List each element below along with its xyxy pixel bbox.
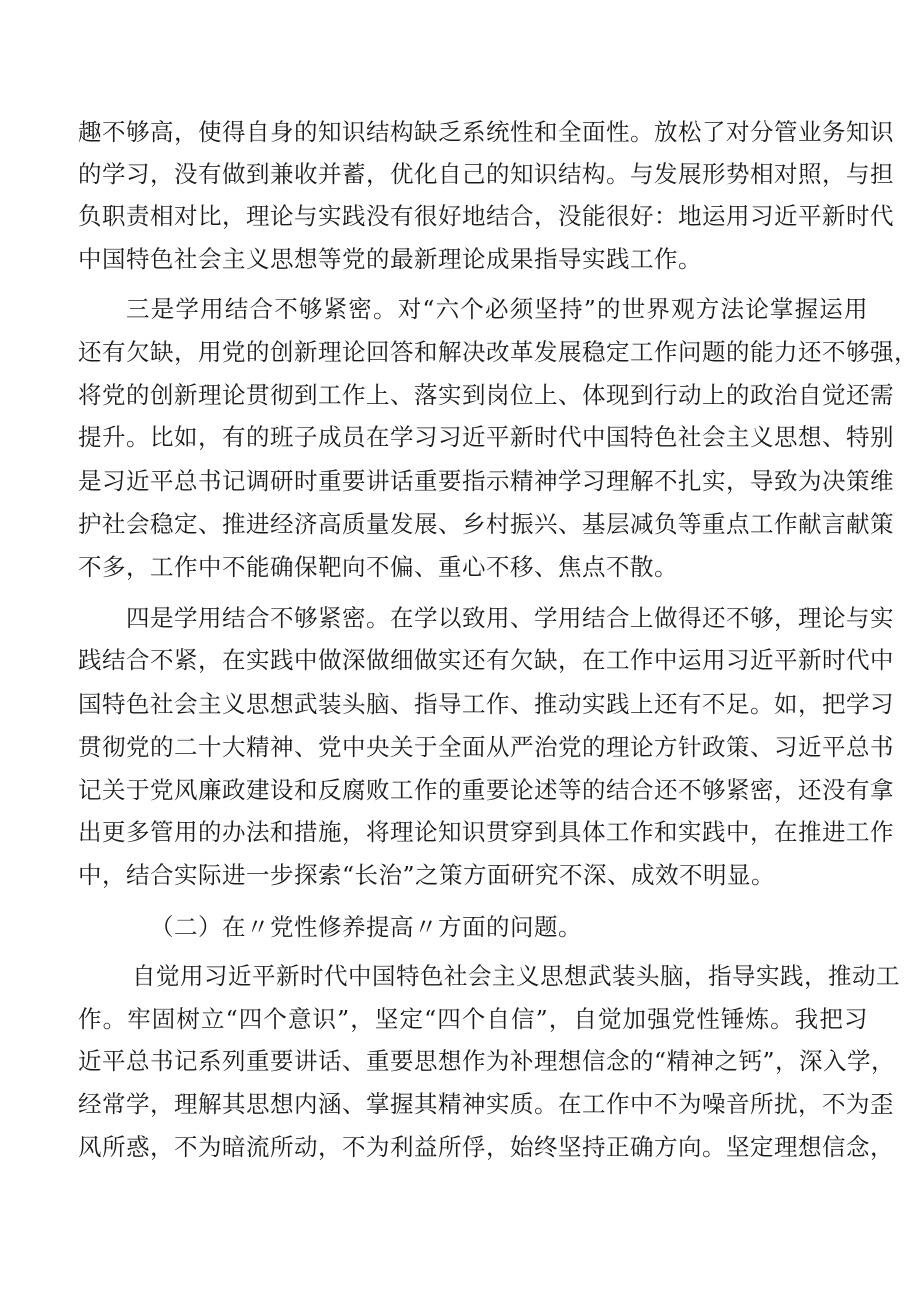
- text-line: 近平总书记系列重要讲话、重要思想作为补理想信念的“精神之钙”，深入学，: [78, 1047, 896, 1075]
- text-line: 中，结合实际进一步探索“长治”之策方面研究不深、成效不明显。: [78, 861, 776, 889]
- paragraph-start: 自觉用习近平新时代中国特色社会主义思想武装头脑，指导实践，推动工: [132, 962, 900, 990]
- text-line: 国特色社会主义思想武装头脑、指导工作、推动实践上还有不足。如，把学习: [78, 690, 894, 718]
- text-line: 提升。比如，有的班子成员在学习习近平新时代中国特色社会主义思想、特别: [78, 423, 894, 451]
- text-line: 还有欠缺，用党的创新理论回答和解决改革发展稳定工作问题的能力还不够强，: [78, 338, 918, 366]
- paragraph-start: 三是学用结合不够紧密。对“六个必须坚持”的世界观方法论掌握运用: [126, 295, 868, 323]
- text-line: 风所惑，不为暗流所动，不为利益所俘，始终坚持正确方向。坚定理想信念，: [78, 1133, 894, 1161]
- section-heading: （二）在〃党性修养提高〃方面的问题。: [150, 913, 582, 941]
- text-line: 的学习，没有做到兼收并蓄，优化自己的知识结构。与发展形势相对照，与担: [78, 160, 894, 188]
- text-line: 护社会稳定、推进经济高质量发展、乡村振兴、基层减负等重点工作献言献策: [78, 510, 894, 538]
- text-line: 负职责相对比，理论与实践没有很好地结合，没能很好：地运用习近平新时代: [78, 202, 894, 230]
- text-line: 不多，工作中不能确保靶向不偏、重心不移、焦点不散。: [78, 553, 678, 581]
- text-line: 将党的创新理论贯彻到工作上、落实到岗位上、体现到行动上的政治自觉还需: [78, 381, 894, 409]
- text-line: 是习近平总书记调研时重要讲话重要指示精神学习理解不扎实，导致为决策维: [78, 467, 894, 495]
- text-line: 经常学，理解其思想内涵、掌握其精神实质。在工作中不为噪音所扰，不为歪: [78, 1090, 894, 1118]
- text-line: 践结合不紧，在实践中做深做细做实还有欠缺，在工作中运用习近平新时代中: [78, 646, 894, 674]
- text-line: 趣不够高，使得自身的知识结构缺乏系统性和全面性。放松了对分管业务知识: [78, 118, 894, 146]
- text-line: 出更多管用的办法和措施，将理论知识贯穿到具体工作和实践中，在推进工作: [78, 818, 894, 846]
- text-line: 作。牢固树立“四个意识”，坚定“四个自信”，自觉加强党性锤炼。我把习: [78, 1005, 868, 1033]
- paragraph-start: 四是学用结合不够紧密。在学以致用、学用结合上做得还不够，理论与实: [126, 604, 894, 632]
- text-line: 贯彻党的二十大精神、党中央关于全面从严治党的理论方针政策、习近平总书: [78, 733, 894, 761]
- text-line: 记关于党风廉政建设和反腐败工作的重要论述等的结合还不够紧密，还没有拿: [78, 776, 894, 804]
- text-line: 中国特色社会主义思想等党的最新理论成果指导实践工作。: [78, 245, 702, 273]
